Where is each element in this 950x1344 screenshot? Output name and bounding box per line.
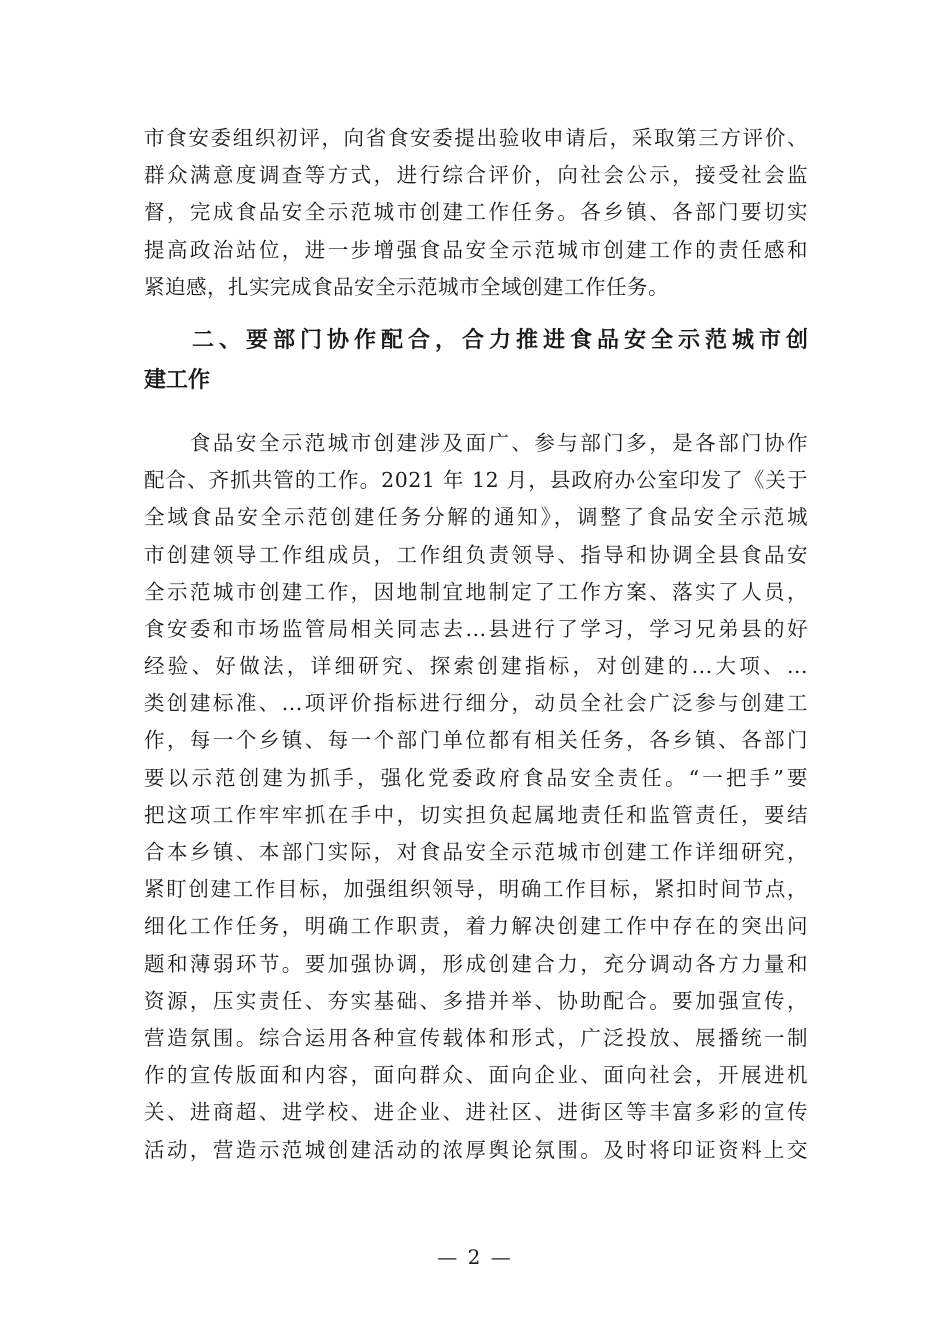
text-line: 配合、齐抓共管的工作。2021 年 12 月，县政府办公室印发了《关于: [144, 468, 808, 493]
text-line: 关、进商超、进学校、进企业、进社区、进街区等丰富多彩的宣传: [144, 1100, 808, 1125]
text-line: 提高政治站位，进一步增强食品安全示范城市创建工作的责任感和: [144, 237, 808, 262]
text-line: 紧迫感，扎实完成食品安全示范城市全域创建工作任务。: [144, 274, 669, 299]
text-line: 要以示范创建为抓手，强化党委政府食品安全责任。“一把手”要: [144, 765, 808, 790]
section-heading: [144, 321, 808, 401]
page-number: — 2 —: [437, 1245, 513, 1269]
text-line: 市创建领导工作组成员，工作组负责领导、指导和协调全县食品安: [144, 542, 808, 567]
text-line: 群众满意度调查等方式，进行综合评价，向社会公示，接受社会监: [144, 163, 808, 188]
section-heading-line: 二、要部门协作配合，合力推进食品安全示范城市创: [192, 327, 808, 353]
text-line: 作的宣传版面和内容，面向群众、面向企业、面向社会，开展进机: [144, 1063, 808, 1088]
text-line: 食安委和市场监管局相关同志去...县进行了学习，学习兄弟县的好: [144, 616, 808, 641]
text-line: 紧盯创建工作目标，加强组织领导，明确工作目标，紧扣时间节点，: [144, 877, 808, 902]
continued-paragraph: [144, 120, 808, 306]
text-line: 全示范城市创建工作，因地制宜地制定了工作方案、落实了人员，: [144, 579, 808, 604]
text-line: 活动，营造示范城创建活动的浓厚舆论氛围。及时将印证资料上交: [144, 1137, 808, 1162]
text-line: 经验、好做法，详细研究、探索创建指标，对创建的...大项、...: [144, 654, 808, 679]
section-heading-line: 建工作: [144, 367, 211, 393]
text-line: 题和薄弱环节。要加强协调，形成创建合力，充分调动各方力量和: [144, 951, 808, 976]
text-line: 类创建标准、...项评价指标进行细分，动员全社会广泛参与创建工: [144, 691, 808, 716]
page-content: [144, 120, 808, 1169]
text-line: 督，完成食品安全示范城市创建工作任务。各乡镇、各部门要切实: [144, 200, 808, 225]
body-paragraph: [144, 425, 808, 1169]
text-line: 食品安全示范城市创建涉及面广、参与部门多，是各部门协作: [144, 430, 808, 455]
text-line: 营造氛围。综合运用各种宣传载体和形式，广泛投放、展播统一制: [144, 1025, 808, 1050]
text-line: 合本乡镇、本部门实际，对食品安全示范城市创建工作详细研究，: [144, 840, 808, 864]
text-line: 作，每一个乡镇、每一个部门单位都有相关任务，各乡镇、各部门: [144, 728, 808, 753]
text-line: 细化工作任务，明确工作职责，着力解决创建工作中存在的突出问: [144, 914, 808, 939]
text-line: 资源，压实责任、夯实基础、多措并举、协助配合。要加强宣传，: [144, 988, 808, 1013]
text-line: 把这项工作牢牢抓在手中，切实担负起属地责任和监管责任，要结: [144, 802, 808, 827]
text-line: 市食安委组织初评，向省食安委提出验收申请后，采取第三方评价、: [144, 126, 808, 150]
text-line: 全域食品安全示范创建任务分解的通知》，调整了食品安全示范城: [144, 505, 808, 530]
